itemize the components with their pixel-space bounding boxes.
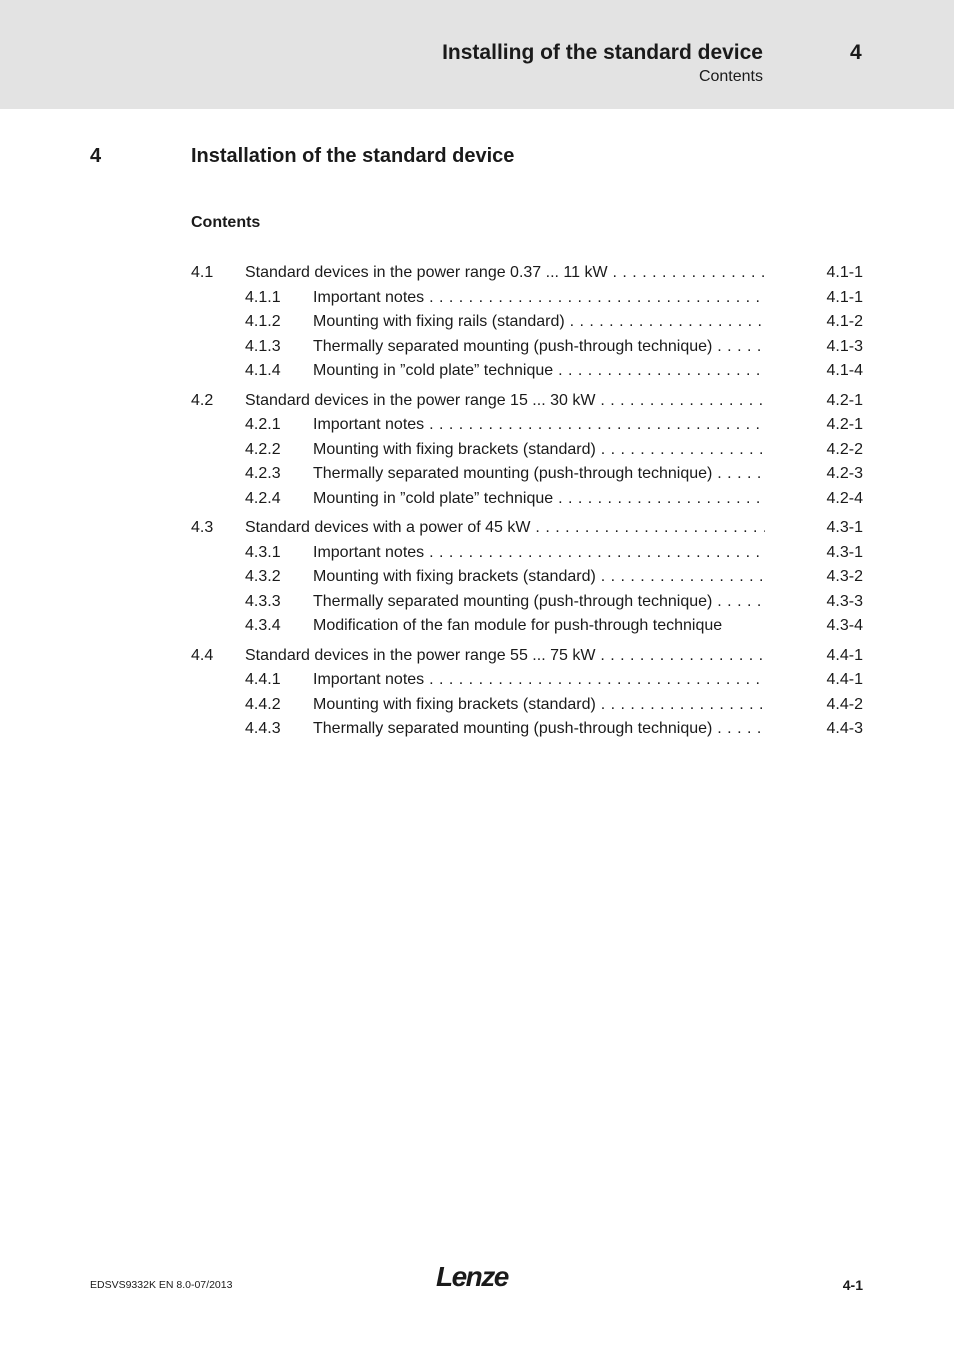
toc-entry[interactable] — [191, 693, 863, 718]
toc-entry-number: 4.4.3 — [245, 720, 281, 737]
toc-entry-page: 4.2-4 — [826, 489, 863, 507]
toc-entry[interactable] — [191, 359, 863, 384]
toc-entry-number: 4.1.1 — [245, 288, 281, 306]
toc-entry-title: Important notes . . . — [313, 668, 765, 693]
toc-entry-title: Thermally separated mounting (push-through technique) . . . — [313, 335, 765, 360]
chapter-number: 4 — [90, 145, 102, 167]
toc-entry-number: 4.2.3 — [245, 465, 281, 482]
toc-entry-page: 4.1-1 — [826, 288, 863, 306]
toc-entry-number: 4.1.3 — [245, 337, 281, 355]
toc-entry[interactable] — [191, 413, 863, 438]
toc-entry[interactable] — [191, 541, 863, 566]
toc-entry-page: 4.3-4 — [826, 617, 863, 634]
toc-entry-page: 4.4-1 — [826, 671, 863, 688]
toc-entry-title: Mounting with fixing rails (standard) . . . — [313, 310, 765, 335]
toc-entry-title: Important notes . . . — [313, 413, 765, 438]
toc-entry-title: Thermally separated mounting (push-through technique) . . . — [313, 462, 765, 487]
toc-entry-page: 4.1-1 — [826, 264, 863, 281]
toc-entry-title: Modification of the fan module for push-through technique — [313, 617, 723, 634]
toc-entry-number: 4.3.2 — [245, 568, 281, 585]
toc-entry[interactable] — [191, 286, 863, 311]
running-header-chapter: 4 — [850, 41, 862, 64]
toc-entry-title: Standard devices in the power range 0.37 ... 11 kW . . . — [245, 261, 765, 286]
toc-entry-page: 4.2-2 — [826, 440, 863, 458]
toc-section — [191, 516, 863, 639]
toc-entry-page: 4.3-2 — [826, 568, 863, 585]
toc-entry-title: Mounting with fixing brackets (standard) . . . — [313, 693, 765, 718]
toc-entry-page: 4.1-4 — [826, 362, 863, 379]
toc-section — [191, 261, 863, 384]
toc-entry[interactable] — [191, 438, 863, 463]
toc-entry-page: 4.1-3 — [826, 337, 863, 355]
toc-entry[interactable] — [191, 668, 863, 693]
toc-entry-page: 4.4-3 — [826, 720, 863, 737]
toc-entry-page: 4.3-1 — [826, 519, 863, 536]
toc-entry-page: 4.2-3 — [826, 465, 863, 482]
toc-entry[interactable] — [191, 389, 863, 414]
toc-entry-title: Important notes . . . — [313, 286, 765, 311]
toc-entry[interactable] — [191, 565, 863, 590]
toc-entry-page: 4.3-1 — [826, 543, 863, 561]
lenze-logo: Lenze — [436, 1261, 508, 1292]
toc-entry-title: Mounting in ”cold plate” technique . . . — [313, 487, 765, 512]
toc-entry-title: Important notes . . . — [313, 541, 765, 566]
toc-entry-number: 4.3.4 — [245, 617, 281, 634]
contents-heading: Contents — [191, 214, 261, 231]
toc-entry-page: 4.2-1 — [826, 416, 863, 433]
toc-entry-title: Mounting in ”cold plate” technique . . . — [313, 359, 765, 384]
toc-entry-title: Standard devices in the power range 55 ... 75 kW . . . — [245, 644, 765, 669]
toc-entry-page: 4.1-2 — [826, 313, 863, 330]
toc-entry-title: Standard devices in the power range 15 ... 30 kW . . . — [245, 389, 765, 414]
toc-entry-number: 4.4 — [191, 646, 214, 664]
toc-entry-title: Thermally separated mounting (push-through technique) . . . — [313, 590, 765, 615]
toc-entry[interactable] — [191, 717, 863, 742]
table-of-contents — [191, 261, 863, 747]
toc-entry-number: 4.2 — [191, 391, 214, 409]
toc-entry-number: 4.3.3 — [245, 592, 281, 610]
toc-entry-number: 4.2.2 — [245, 440, 281, 458]
toc-entry-number: 4.2.4 — [245, 489, 281, 507]
toc-entry-number: 4.1.4 — [245, 362, 281, 379]
toc-entry-number: 4.3 — [191, 519, 214, 536]
chapter-title: Installation of the standard device — [191, 145, 515, 167]
toc-entry-page: 4.4-2 — [826, 695, 863, 713]
toc-entry-page: 4.4-1 — [826, 646, 863, 664]
toc-section — [191, 389, 863, 512]
toc-entry-number: 4.1 — [191, 264, 214, 281]
toc-entry-number: 4.4.2 — [245, 695, 281, 713]
running-header-title: Installing of the standard device — [442, 41, 763, 64]
toc-entry-page: 4.3-3 — [826, 592, 863, 610]
document-id: EDSVS9332K EN 8.0-07/2013 — [90, 1279, 233, 1291]
toc-entry-title: Thermally separated mounting (push-through technique) . . . — [313, 717, 765, 742]
toc-entry-number: 4.2.1 — [245, 416, 281, 433]
toc-entry[interactable] — [191, 310, 863, 335]
toc-entry[interactable] — [191, 516, 863, 541]
toc-entry-number: 4.1.2 — [245, 313, 281, 330]
toc-entry[interactable] — [191, 644, 863, 669]
toc-entry-number: 4.4.1 — [245, 671, 281, 688]
toc-entry-title: Standard devices with a power of 45 kW . . . — [245, 516, 765, 541]
toc-entry-title: Mounting with fixing brackets (standard) . . . — [313, 438, 765, 463]
page-number: 4-1 — [842, 1277, 863, 1293]
toc-entry-title: Mounting with fixing brackets (standard) . . . — [313, 565, 765, 590]
toc-entry[interactable] — [191, 487, 863, 512]
toc-section — [191, 644, 863, 742]
toc-entry-page: 4.2-1 — [826, 391, 863, 409]
running-header-subtitle: Contents — [698, 68, 763, 85]
toc-entry[interactable] — [191, 590, 863, 615]
toc-entry[interactable] — [191, 462, 863, 487]
toc-entry[interactable] — [191, 261, 863, 286]
toc-entry-number: 4.3.1 — [245, 543, 281, 561]
toc-entry[interactable] — [191, 335, 863, 360]
toc-entry[interactable] — [191, 614, 863, 639]
